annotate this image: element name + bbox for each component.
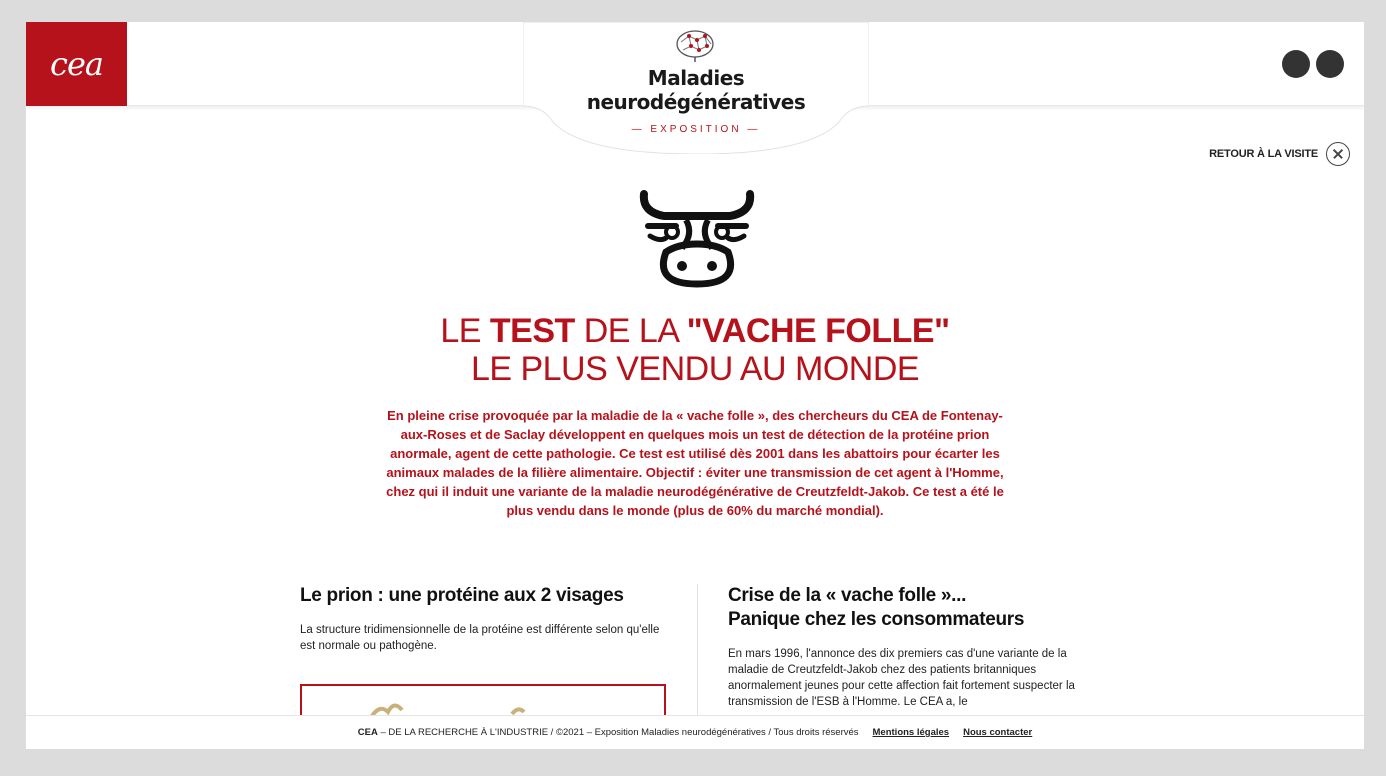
cea-logo-text: cea [50,45,103,83]
exhibition-badge[interactable] [523,22,869,154]
footer-text: – DE LA RECHERCHE À L'INDUSTRIE / ©2021 – Exposition Maladies neurodégénératives / Tous droits réservés [377,727,859,738]
back-to-visit-button[interactable] [1209,142,1350,166]
headline-line2: LE PLUS VENDU AU MONDE [470,350,920,388]
legal-notice-link[interactable]: Mentions légales [872,727,950,738]
cow-icon [636,190,758,290]
footer-copyright [358,727,859,738]
headline-prefix: LE [440,312,490,350]
page-frame [26,22,1364,749]
headline-line1 [26,312,1364,350]
headline-bold2: "VACHE FOLLE" [686,312,950,350]
exhibition-title-line2: neurodégénératives [586,90,806,114]
footer [26,715,1364,749]
brain-icon [673,28,717,64]
column-divider [697,584,698,734]
right-column-title-line2: Panique chez les consommateurs [728,609,1025,630]
footer-brand: CEA [357,727,378,738]
headline-mid: DE LA [574,312,687,350]
cea-logo[interactable] [26,22,127,106]
intro-paragraph: En pleine crise provoquée par la maladie de la « vache folle », des chercheurs du CEA de Fontenay-aux-Roses et de Saclay développent en quelques mois un test de détection de la protéine prion anormale, agent de cette pathologie. Ce test est utilisé dès 2001 dans les abattoirs pour écarter les animaux malades de la filière alimentaire. Objectif : éviter une transmission de cet agent à l'Homme, chez qui il induit une variante de la maladie neurodégénérative de Creutzfeldt-Jakob. Ce test a été le plus vendu dans le monde (plus de 60% du marché mondial). [386,408,1004,518]
menu-dot-button[interactable] [1282,50,1310,78]
right-column-title-line1: Crise de la « vache folle »... [728,585,967,606]
menu-dots [1282,50,1344,78]
headline-bold: TEST [489,312,575,350]
exhibition-subtitle: — EXPOSITION — [631,124,761,135]
left-column-title: Le prion : une protéine aux 2 visages [300,585,624,606]
left-column-text: La structure tridimensionnelle de la protéine est différente selon qu'elle est normale ou pathogène. [300,624,660,652]
menu-dot-button[interactable] [1316,50,1344,78]
contact-link[interactable]: Nous contacter [963,727,1033,738]
right-column [728,584,1108,710]
right-column-text: En mars 1996, l'annonce des dix premiers cas d'une variante de la maladie de Creutzfeldt-Jakob chez des patients britanniques anormalement jeunes pour cette affection fait fortement suspecter la transmission de l'ESB à l'Homme. Le CEA a, le [728,648,1075,708]
main-headline [26,312,1364,388]
left-column [300,584,670,654]
back-to-visit-label: RETOUR À LA VISITE [1209,148,1318,160]
close-icon[interactable] [1326,142,1350,166]
exhibition-title-line1: Maladies [647,66,745,90]
